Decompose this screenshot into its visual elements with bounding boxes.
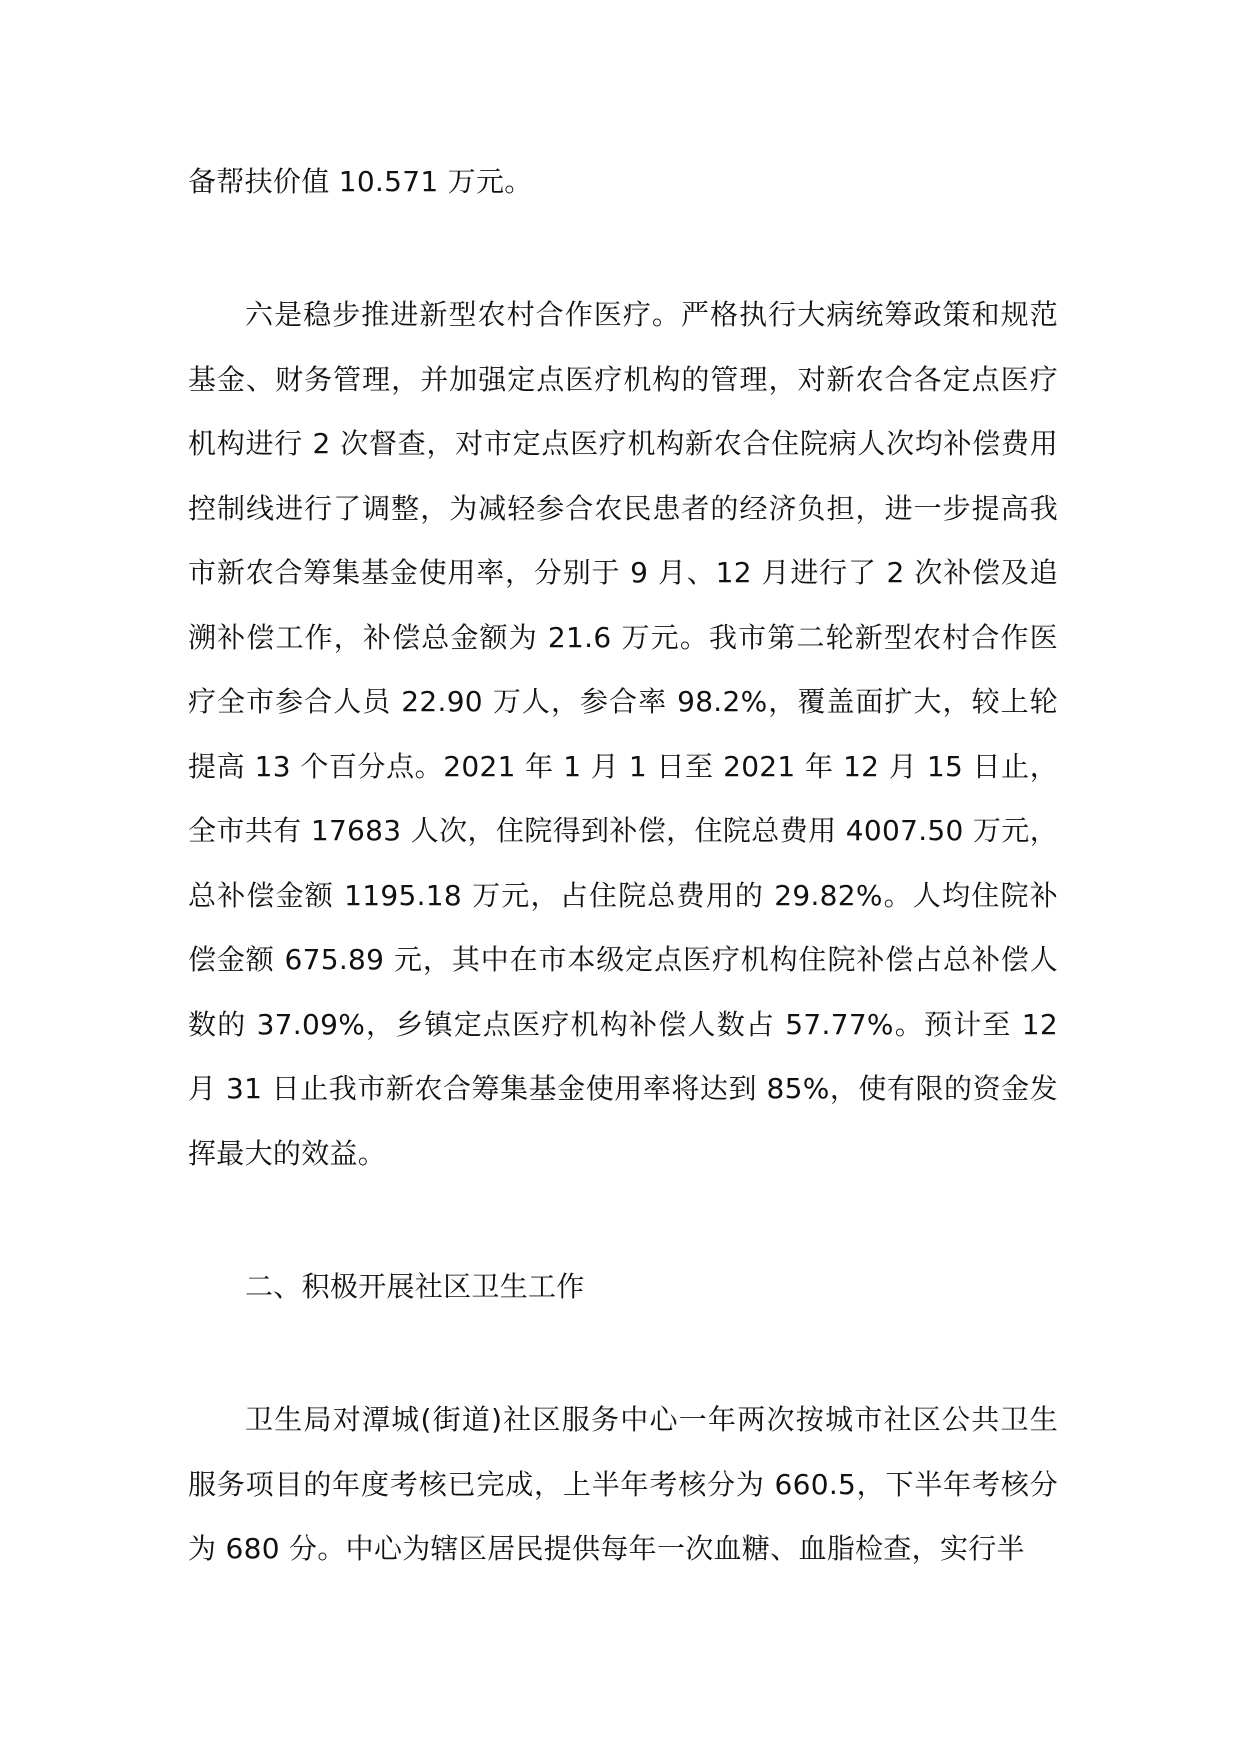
paragraph-community-service-center: 卫生局对潭城(街道)社区服务中心一年两次按城市社区公共卫生服务项目的年度考核已完成，上半年考核分为 660.5，下半年考核分为 680 分。中心为辖区居民提供每年一次血糖、血脂检查，实行半 — [188, 1403, 1058, 1565]
paragraph-continuation: 备帮扶价值 10.571 万元。 — [188, 165, 533, 198]
section-heading-community-health: 二、积极开展社区卫生工作 — [245, 1270, 585, 1303]
paragraph-rural-cooperative-medical: 六是稳步推进新型农村合作医疗。严格执行大病统筹政策和规范基金、财务管理，并加强定点医疗机构的管理，对新农合各定点医疗机构进行 2 次督查，对市定点医疗机构新农合住院病人次均补偿费用控制线进行了调整，为减轻参合农民患者的经济负担，进一步提高我市新农合筹集基金使用率，分别于 9 月、12 月进行了 2 次补偿及追溯补偿工作，补偿总金额为 21.6 万元。我市第二轮新型农村合作医疗全市参合人员 22.90 万人，参合率 98.2%，覆盖面扩大，较上轮提高 13 个百分点。2021 年 1 月 1 日至 2021 年 12 月 15 日止，全市共有 17683 人次，住院得到补偿，住院总费用 4007.50 万元，总补偿金额 1195.18 万元，占住院总费用的 29.82%。人均住院补偿金额 675.89 元，其中在市本级定点医疗机构住院补偿占总补偿人数的 37.09%，乡镇定点医疗机构补偿人数占 57.77%。预计至 12 月 31 日止我市新农合筹集基金使用率将达到 85%，使有限的资金发挥最大的效益。 — [188, 298, 1058, 1170]
